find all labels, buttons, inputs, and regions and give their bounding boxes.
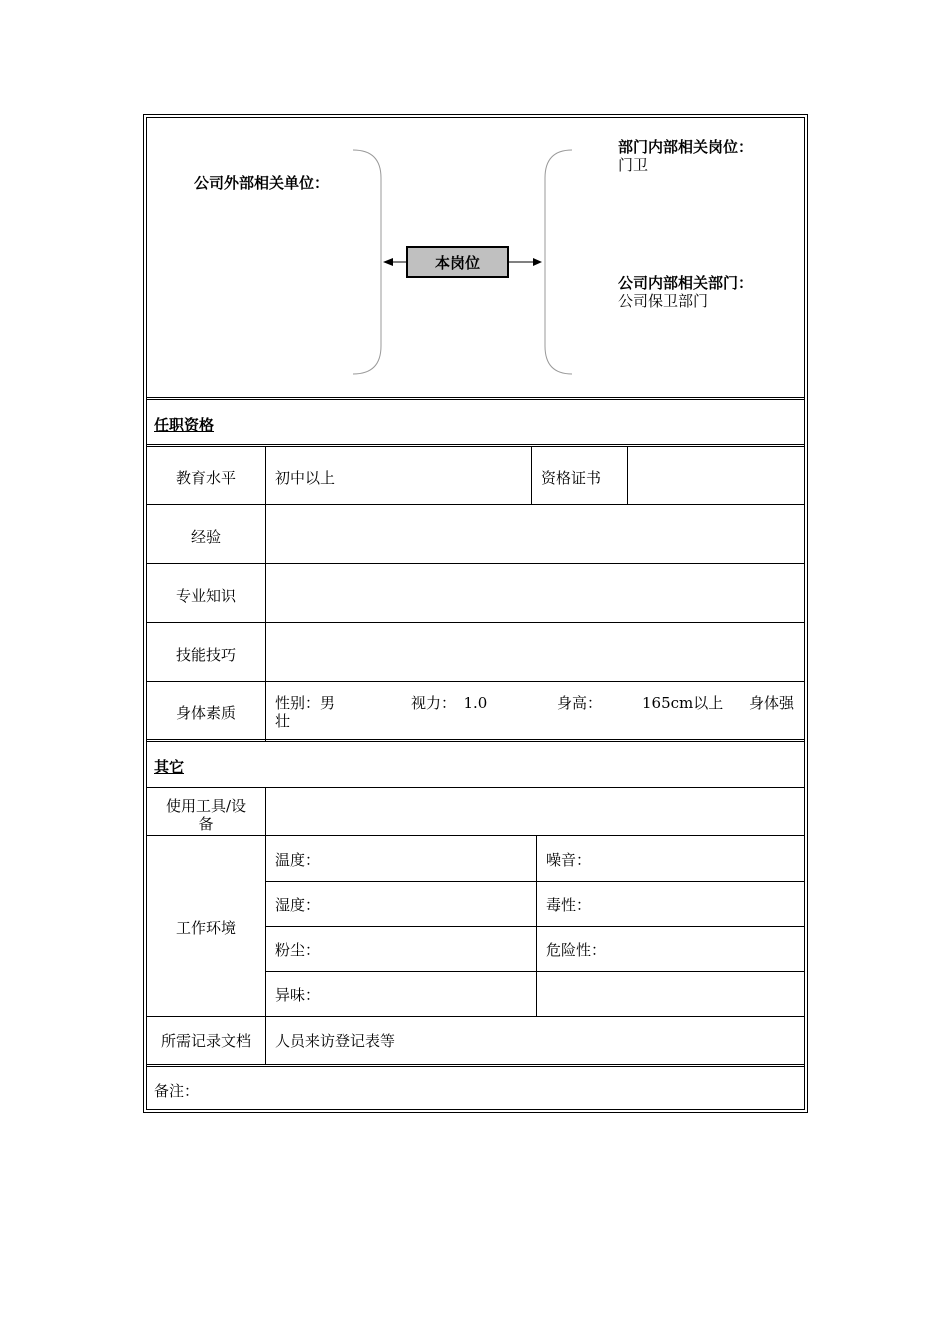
certificate-left-divider — [531, 447, 532, 504]
env-humidity: 湿度： — [275, 896, 321, 914]
education-value: 初中以上 — [275, 469, 336, 487]
skills-label: 技能技巧 — [175, 646, 236, 664]
env-dust: 粉尘： — [275, 941, 321, 959]
row-line — [147, 835, 804, 836]
physical-strong: 身体强 — [749, 694, 795, 712]
records-label: 所需记录文档 — [160, 1032, 251, 1050]
physical-gender: 性别：男 — [275, 694, 336, 712]
row-line — [147, 622, 804, 623]
physical-vision: 视力： 1.0 — [411, 694, 488, 712]
divider-remarks — [147, 1064, 804, 1067]
row-line — [147, 681, 804, 682]
knowledge-label: 专业知识 — [175, 587, 236, 605]
physical-height-value: 165cm以上 — [642, 694, 724, 712]
tools-label-line1: 使用工具/设 — [165, 797, 247, 815]
records-value: 人员来访登记表等 — [275, 1032, 396, 1050]
other-section-title: 其它 — [154, 758, 185, 776]
internal-posts-label: 部门内部相关岗位： — [618, 138, 754, 156]
env-danger: 危险性： — [546, 941, 607, 959]
env-temperature: 温度： — [275, 851, 321, 869]
internal-posts-value: 门卫 — [618, 156, 649, 174]
qualification-section-title: 任职资格 — [154, 416, 215, 434]
left-bracket — [353, 150, 381, 374]
education-label: 教育水平 — [175, 469, 236, 487]
row-line — [147, 504, 804, 505]
certificate-label: 资格证书 — [541, 469, 602, 487]
env-row-line — [265, 926, 804, 927]
internal-dept-value: 公司保卫部门 — [618, 292, 709, 310]
this-post-box: 本岗位 — [406, 246, 509, 278]
row-line — [147, 1016, 804, 1017]
right-bracket — [545, 150, 572, 374]
right-arrowhead — [533, 258, 542, 266]
env-odor: 异味： — [275, 986, 321, 1004]
env-noise: 噪音： — [546, 851, 592, 869]
divider-other — [147, 739, 804, 742]
env-toxicity: 毒性： — [546, 896, 592, 914]
row-line — [147, 787, 804, 788]
tools-label-line2: 备 — [198, 815, 214, 833]
certificate-right-divider — [627, 447, 628, 504]
row-line — [147, 563, 804, 564]
label-column-divider-1 — [265, 447, 266, 741]
remarks-label: 备注： — [154, 1082, 200, 1100]
divider-diagram — [147, 397, 804, 400]
env-row-line — [265, 881, 804, 882]
left-arrowhead — [383, 258, 393, 266]
internal-dept-label: 公司内部相关部门： — [618, 274, 754, 292]
physical-label: 身体素质 — [175, 704, 236, 722]
experience-label: 经验 — [190, 528, 221, 546]
physical-height-label: 身高： — [557, 694, 603, 712]
divider-qualification — [147, 444, 804, 447]
external-units-label: 公司外部相关单位： — [194, 174, 330, 192]
physical-strong-cont: 壮 — [275, 712, 291, 730]
form-inner-border — [146, 117, 805, 1110]
job-description-form — [143, 114, 808, 1113]
env-row-line — [265, 971, 804, 972]
environment-label: 工作环境 — [175, 919, 236, 937]
